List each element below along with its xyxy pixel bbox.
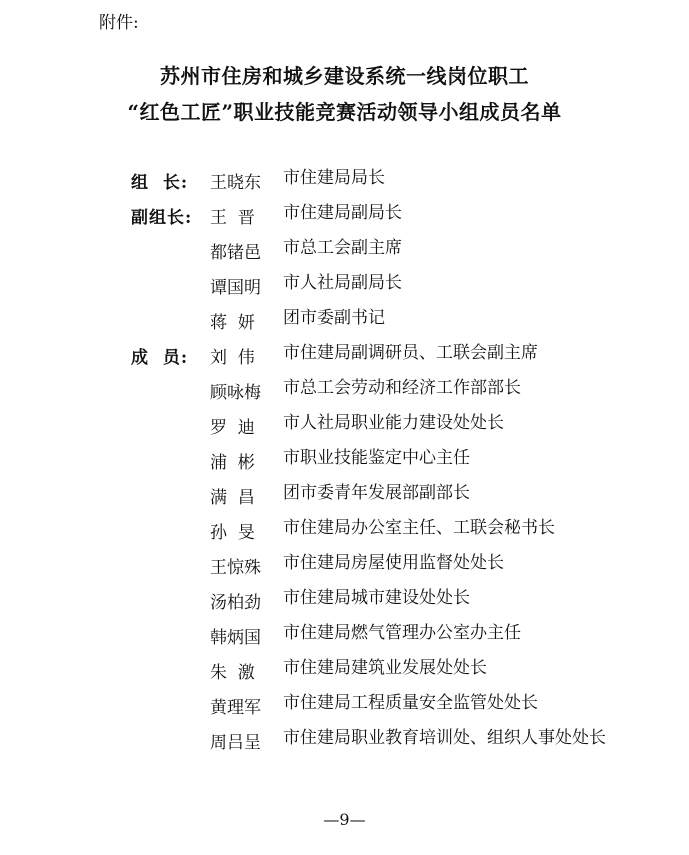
member-name: 王惊殊 [210, 558, 261, 578]
member-post: 市住建局燃气管理办公室办主任 [283, 623, 521, 643]
member-post: 市住建局房屋使用监督处处长 [283, 553, 504, 573]
member-post: 市住建局职业教育培训处、组织人事处处长 [283, 728, 606, 748]
member-name: 刘 伟 [210, 348, 255, 368]
member-post: 市住建局工程质量安全监管处处长 [283, 693, 538, 713]
member-name: 罗 迪 [210, 418, 255, 438]
member-post: 市职业技能鉴定中心主任 [283, 448, 470, 468]
document-title-line2: “红色工匠”职业技能竞赛活动领导小组成员名单 [127, 100, 562, 124]
member-name: 蒋 妍 [210, 313, 255, 333]
member-post: 市总工会副主席 [283, 238, 402, 258]
member-post: 市住建局副调研员、工联会副主席 [283, 343, 538, 363]
member-name: 顾咏梅 [210, 383, 261, 403]
member-name: 浦 彬 [210, 453, 255, 473]
attachment-label: 附件: [99, 13, 139, 33]
member-name: 满 昌 [210, 488, 255, 508]
member-post: 团市委青年发展部副部长 [283, 483, 470, 503]
member-name: 孙 旻 [210, 523, 255, 543]
member-post: 团市委副书记 [283, 308, 385, 328]
member-post: 市住建局建筑业发展处处长 [283, 658, 487, 678]
page-number: —9— [323, 810, 366, 829]
member-row [0, 728, 689, 763]
member-name: 王晓东 [210, 173, 261, 193]
role-label: 副组长: [131, 208, 193, 228]
member-post: 市住建局副局长 [283, 203, 402, 223]
member-post: 市总工会劳动和经济工作部部长 [283, 378, 521, 398]
role-label: 组 长: [131, 173, 189, 193]
document-title-line1: 苏州市住房和城乡建设系统一线岗位职工 [160, 64, 529, 88]
member-name: 谭国明 [210, 278, 261, 298]
member-name: 都锗邑 [210, 243, 261, 263]
member-name: 黄理军 [210, 698, 261, 718]
role-label: 成 员: [131, 348, 189, 368]
member-name: 汤柏劲 [210, 593, 261, 613]
member-name: 周吕呈 [210, 733, 261, 753]
member-name: 韩炳国 [210, 628, 261, 648]
member-name: 朱 激 [210, 663, 255, 683]
member-post: 市住建局局长 [283, 168, 385, 188]
member-post: 市人社局副局长 [283, 273, 402, 293]
member-name: 王 晋 [210, 208, 255, 228]
member-post: 市住建局城市建设处处长 [283, 588, 470, 608]
member-post: 市人社局职业能力建设处处长 [283, 413, 504, 433]
member-post: 市住建局办公室主任、工联会秘书长 [283, 518, 555, 538]
